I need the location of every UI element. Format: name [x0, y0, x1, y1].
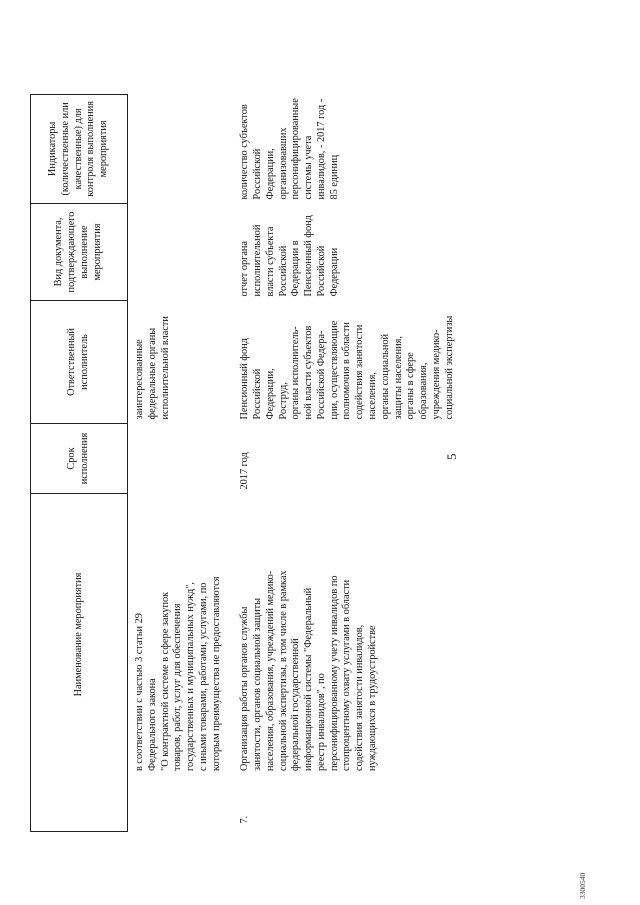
row-measure-name: в соответствии с частью 3 статьи 29 Федерального закона "О контрактной системе в сфере закупок товаров, работ, услуг для обеспечения государственных и муниципальных нужд", с иными товарами, работами, услугами, по которым преимущества не предоставляются [134, 576, 222, 771]
row-document: отчет органа исполнительной власти субъекта Российской Федерации в Пенсионный фонд Российской Федерации [239, 215, 340, 297]
row-indicators: количество субъектов Российской Федерации, организовавших персонифицированные системы учета инвалидов, - 2017 год - 85 единиц [239, 98, 340, 200]
row-term [128, 424, 226, 494]
row-measure-name: Организация работы органов службы занятости, органов социальной защиты населения, образования, учреждений медико- социальной экспертизы, в том числе в рамках федеральной государственной информационной системы "Федеральный реестр инвалидов", по персонифицированному учету инвалидов по стопроцентному охвату услугами в области содействия занятости инвалидов, нуждающихся в трудоустройстве [239, 570, 379, 771]
row-number [128, 775, 226, 832]
header-term: Срок исполнения [31, 424, 128, 494]
table-row [128, 94, 226, 831]
table-header-row [31, 94, 128, 831]
header-responsible: Ответственный исполнитель [31, 301, 128, 424]
row-number: 7. [239, 815, 251, 824]
page-number: 5 [444, 453, 459, 460]
measures-table [30, 94, 458, 832]
header-document: Вид документа, подтверждающего выполнение мероприятия [31, 204, 128, 301]
row-responsible: заинтересованные федеральные органы исполнительной власти [134, 316, 171, 420]
header-name: Наименование мероприятия [31, 494, 128, 776]
table-row [225, 94, 458, 831]
row-responsible: Пенсионный фонд Российской Федерации, Роструд, органы исполнитель- ной власти субъектов Российской Федера- ции, осуществляющие полномочия в области содействия занятости населения, органы социальной защиты населения, органы в сфере образования, учреждения медико- социальной экспертизы [239, 315, 455, 420]
document-code: 3300540 [578, 872, 587, 899]
row-document [128, 204, 226, 301]
header-number-cell [31, 775, 128, 832]
row-term: 2017 год [239, 452, 251, 490]
header-indicators: Индикаторы (количественные или качественные) для контроля выполнения мероприятия [31, 94, 128, 203]
row-indicators [128, 94, 226, 203]
